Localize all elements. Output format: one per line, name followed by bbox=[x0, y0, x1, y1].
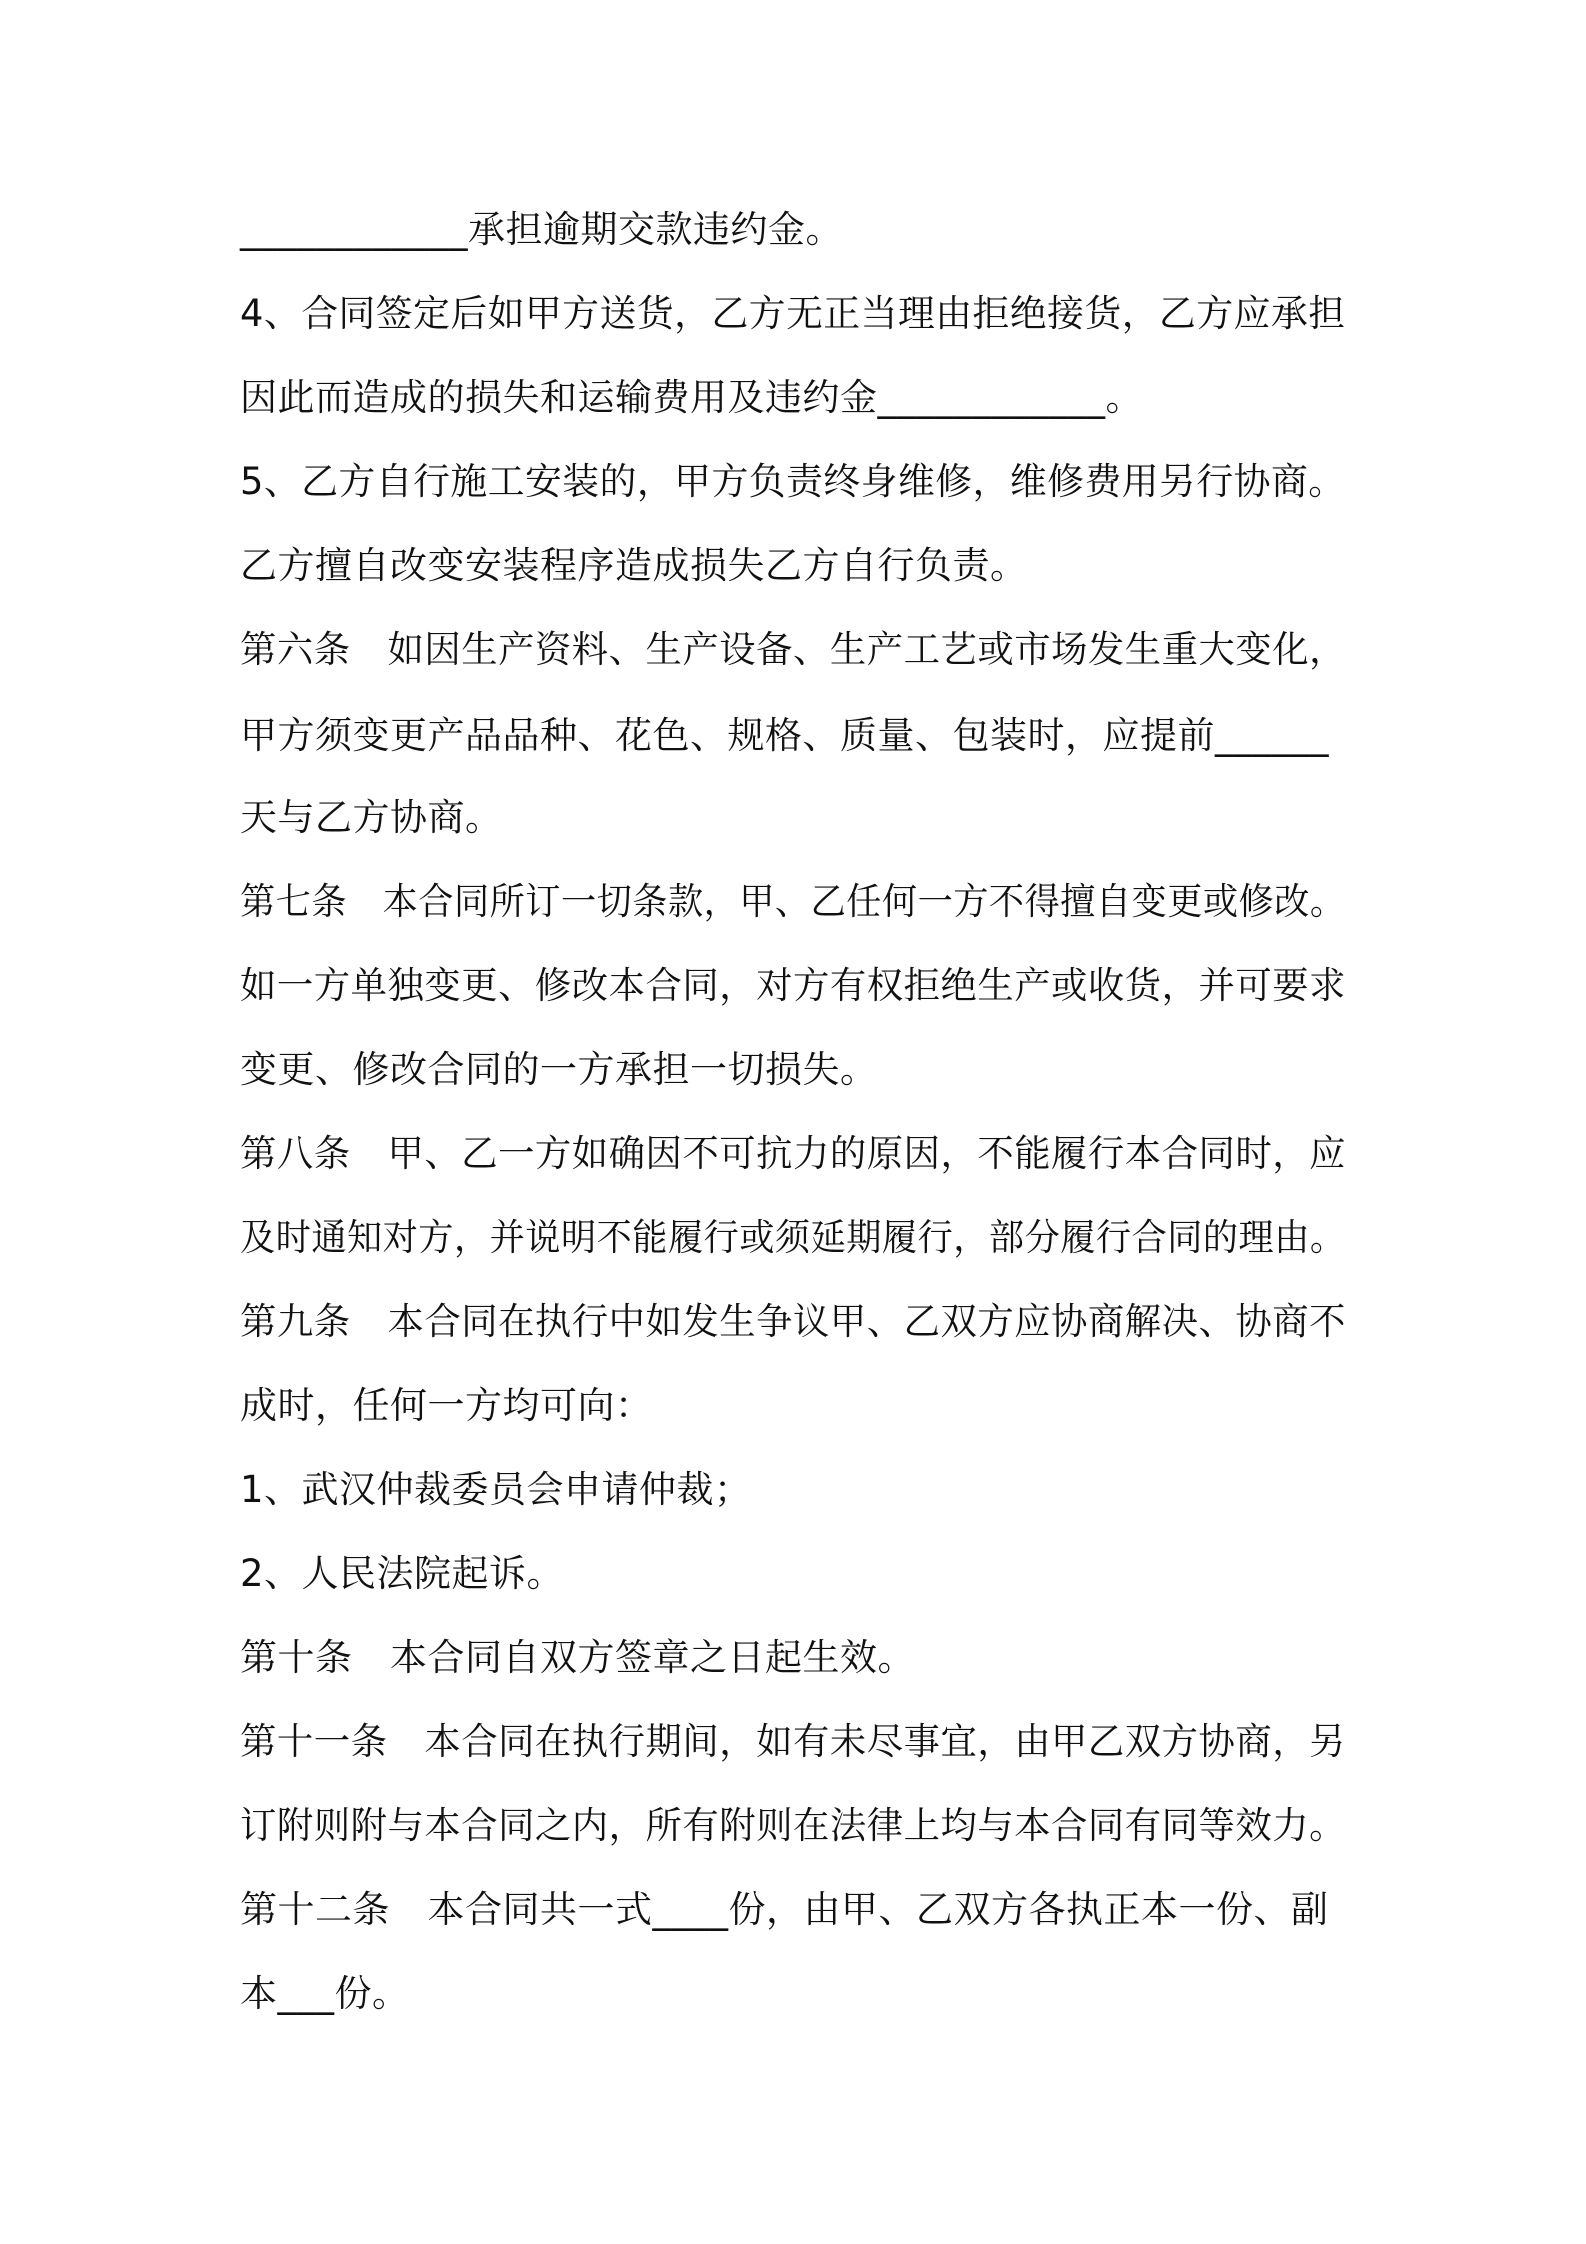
text-line-8: 天与乙方协商。 bbox=[240, 796, 503, 839]
text-line-3: 因此而造成的损失和运输费用及违约金____________。 bbox=[240, 376, 1143, 419]
text-line-11: 变更、修改合同的一方承担一切损失。 bbox=[240, 1048, 878, 1091]
text-line-7: 甲方须变更产品品种、花色、规格、质量、包装时，应提前______ bbox=[240, 714, 1329, 757]
text-line-18: 第十条 本合同自双方签章之日起生效。 bbox=[240, 1636, 915, 1679]
text-line-21: 第十二条 本合同共一式____份，由甲、乙双方各执正本一份、副 bbox=[240, 1888, 1329, 1931]
text-line-1: ____________承担逾期交款违约金。 bbox=[240, 208, 843, 251]
text-line-16: 1、武汉仲裁委员会申请仲裁； bbox=[240, 1468, 752, 1511]
text-line-13: 及时通知对方，并说明不能履行或须延期履行，部分履行合同的理由。 bbox=[240, 1216, 1346, 1259]
text-line-15: 成时，任何一方均可向： bbox=[240, 1384, 653, 1427]
text-line-9: 第七条 本合同所订一切条款，甲、乙任何一方不得擅自变更或修改。 bbox=[240, 880, 1346, 923]
text-line-20: 订附则附与本合同之内，所有附则在法律上均与本合同有同等效力。 bbox=[240, 1804, 1346, 1847]
text-line-10: 如一方单独变更、修改本合同，对方有权拒绝生产或收货，并可要求 bbox=[240, 964, 1346, 1007]
text-line-14: 第九条 本合同在执行中如发生争议甲、乙双方应协商解决、协商不 bbox=[240, 1300, 1346, 1343]
text-line-17: 2、人民法院起诉。 bbox=[240, 1552, 565, 1595]
text-line-4: 5、乙方自行施工安装的，甲方负责终身维修，维修费用另行协商。 bbox=[240, 460, 1346, 503]
text-line-22: 本___份。 bbox=[240, 1972, 410, 2015]
text-line-5: 乙方擅自改变安装程序造成损失乙方自行负责。 bbox=[240, 544, 1028, 587]
text-line-19: 第十一条 本合同在执行期间，如有未尽事宜，由甲乙双方协商，另 bbox=[240, 1720, 1346, 1763]
text-line-12: 第八条 甲、乙一方如确因不可抗力的原因，不能履行本合同时，应 bbox=[240, 1132, 1346, 1175]
text-line-6: 第六条 如因生产资料、生产设备、生产工艺或市场发生重大变化， bbox=[240, 628, 1346, 671]
text-line-2: 4、合同签定后如甲方送货，乙方无正当理由拒绝接货，乙方应承担 bbox=[240, 292, 1346, 335]
